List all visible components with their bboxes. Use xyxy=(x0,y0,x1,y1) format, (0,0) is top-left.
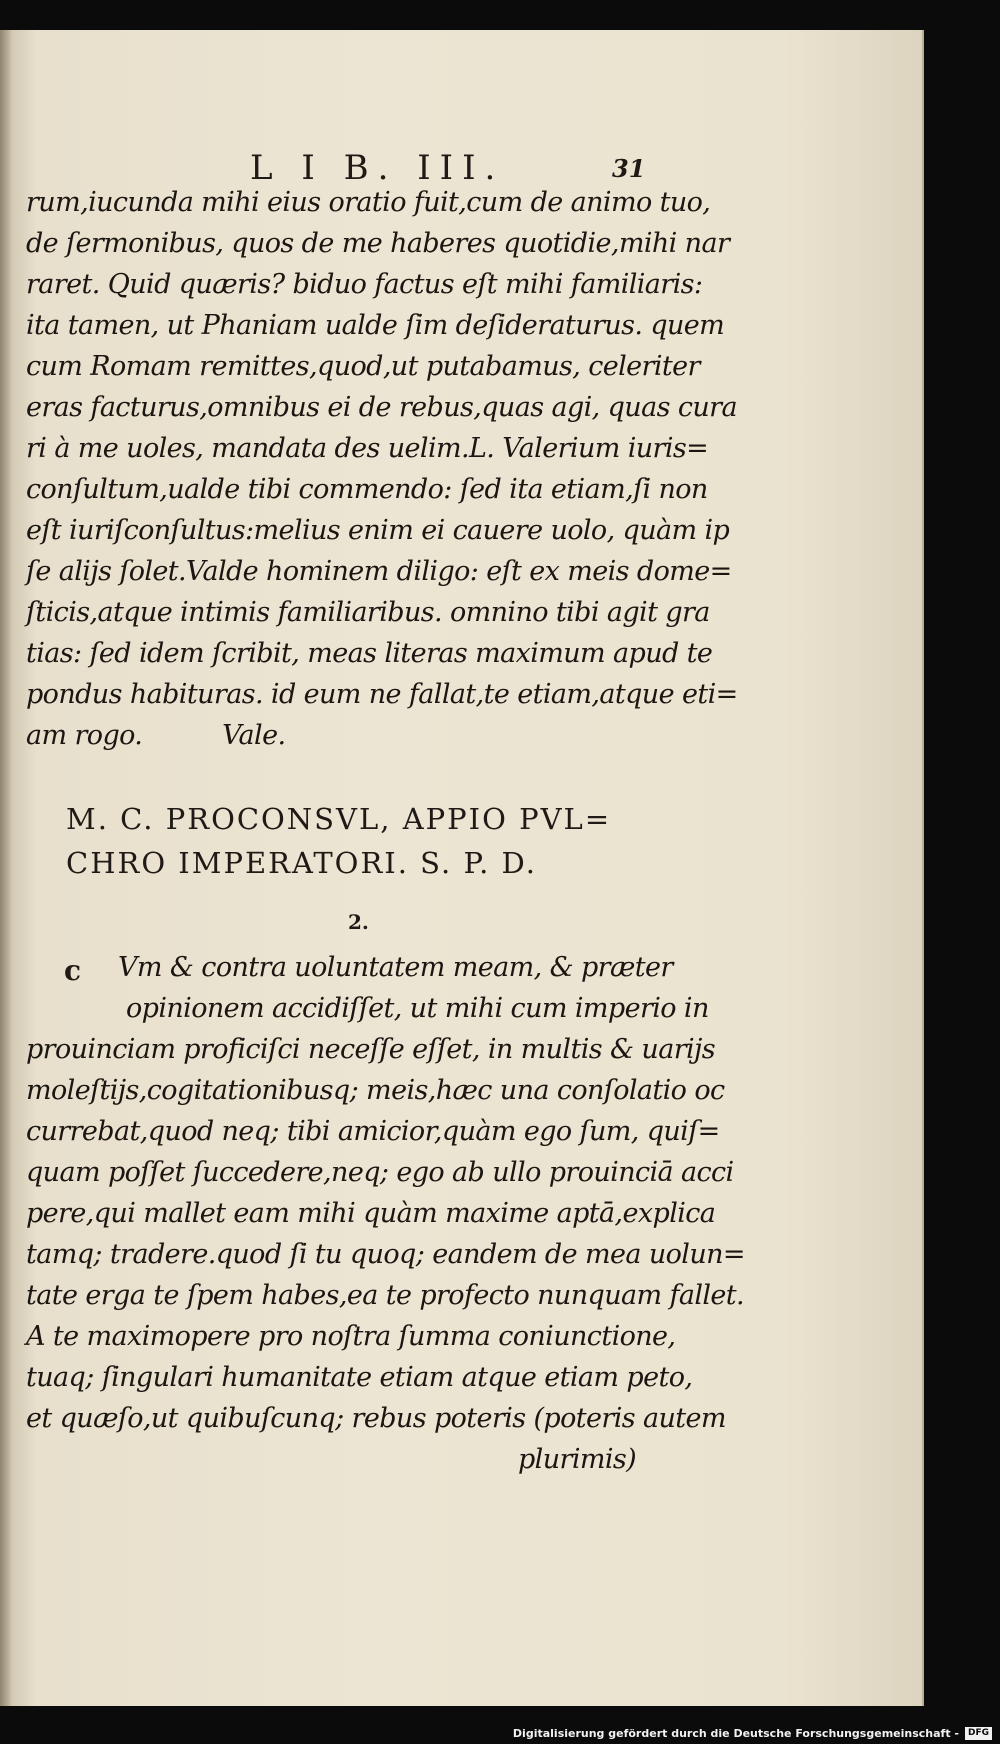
text-line: tuaq; ſingulari humanitate etiam atque etiam peto, xyxy=(26,1362,693,1393)
text-line: A te maximopere pro noſtra ſumma coniunctione, xyxy=(26,1321,676,1352)
letter-number: 2. xyxy=(348,910,369,934)
text-line: ſe alijs ſolet.Valde hominem diligo: eſt ex meis dome= xyxy=(26,556,732,587)
text-line: opinionem accidiſſet, ut mihi cum imperio in xyxy=(126,993,709,1024)
text-line: raret. Quid quæris? biduo factus eſt mihi familiaris: xyxy=(26,269,703,300)
text-line: eſt iuriſconſultus:melius enim ei cauere uolo, quàm ip xyxy=(26,515,730,546)
text-line: tate erga te ſpem habes,ea te profecto nunquam fallet. xyxy=(26,1280,745,1311)
text-line: Vm & contra uoluntatem meam, & præter xyxy=(118,952,673,983)
text-line: tias: ſed idem ſcribit, meas literas maximum apud te xyxy=(26,638,713,669)
text-line: moleſtijs,cogitationibusq; meis,hæc una conſolatio oc xyxy=(26,1075,725,1106)
text-line: rum,iucunda mihi eius oratio fuit,cum de animo tuo, xyxy=(26,187,711,218)
heading-line: CHRO IMPERATORI. S. P. D. xyxy=(66,846,537,880)
text-line: et quæſo,ut quibuſcunq; rebus poteris (poteris autem xyxy=(26,1403,726,1434)
text-line: prouinciam proficiſci neceſſe eſſet, in multis & uarijs xyxy=(26,1034,716,1065)
text-line: quam poſſet ſuccedere,neq; ego ab ullo prouinciā acci xyxy=(26,1157,734,1188)
text-line: currebat,quod neq; tibi amicior,quàm ego ſum, quiſ= xyxy=(26,1116,720,1147)
dfg-logo: DFG xyxy=(965,1727,992,1740)
binding-edge xyxy=(0,30,12,1706)
text-line: ita tamen, ut Phaniam ualde ſim deſideraturus. quem xyxy=(26,310,725,341)
funding-credit: Digitalisierung gefördert durch die Deutsche Forschungsgemeinschaft - xyxy=(512,1727,959,1740)
text-line: ſticis,atque intimis familiaribus. omnino tibi agit gra xyxy=(26,597,710,628)
text-line: conſultum,ualde tibi commendo: ſed ita etiam,ſi non xyxy=(26,474,708,505)
text-line: de ſermonibus, quos de me haberes quotidie,mihi nar xyxy=(26,228,730,259)
text-line: tamq; tradere.quod ſi tu quoq; eandem de mea uolun= xyxy=(26,1239,745,1270)
heading-line: M. C. PROCONSVL, APPIO PVL= xyxy=(66,802,612,836)
drop-initial: c xyxy=(64,954,82,987)
text-line: cum Romam remittes,quod,ut putabamus, celeriter xyxy=(26,351,700,382)
digitization-footer xyxy=(513,1727,992,1740)
text-line: eras facturus,omnibus ei de rebus,quas agi, quas cura xyxy=(26,392,737,423)
text-line: ri à me uoles, mandata des uelim.L. Valerium iuris= xyxy=(26,433,709,464)
book-page xyxy=(0,30,924,1706)
running-head: L I B. III. xyxy=(250,148,505,188)
text-line-closing: am rogo. Vale. xyxy=(26,720,286,751)
text-line: pondus habituras. id eum ne fallat,te etiam,atque eti= xyxy=(26,679,738,710)
text-line: pere,qui mallet eam mihi quàm maxime aptā,explica xyxy=(26,1198,716,1229)
text-line-catchword: plurimis) xyxy=(518,1444,637,1475)
page-number: 31 xyxy=(612,154,646,183)
